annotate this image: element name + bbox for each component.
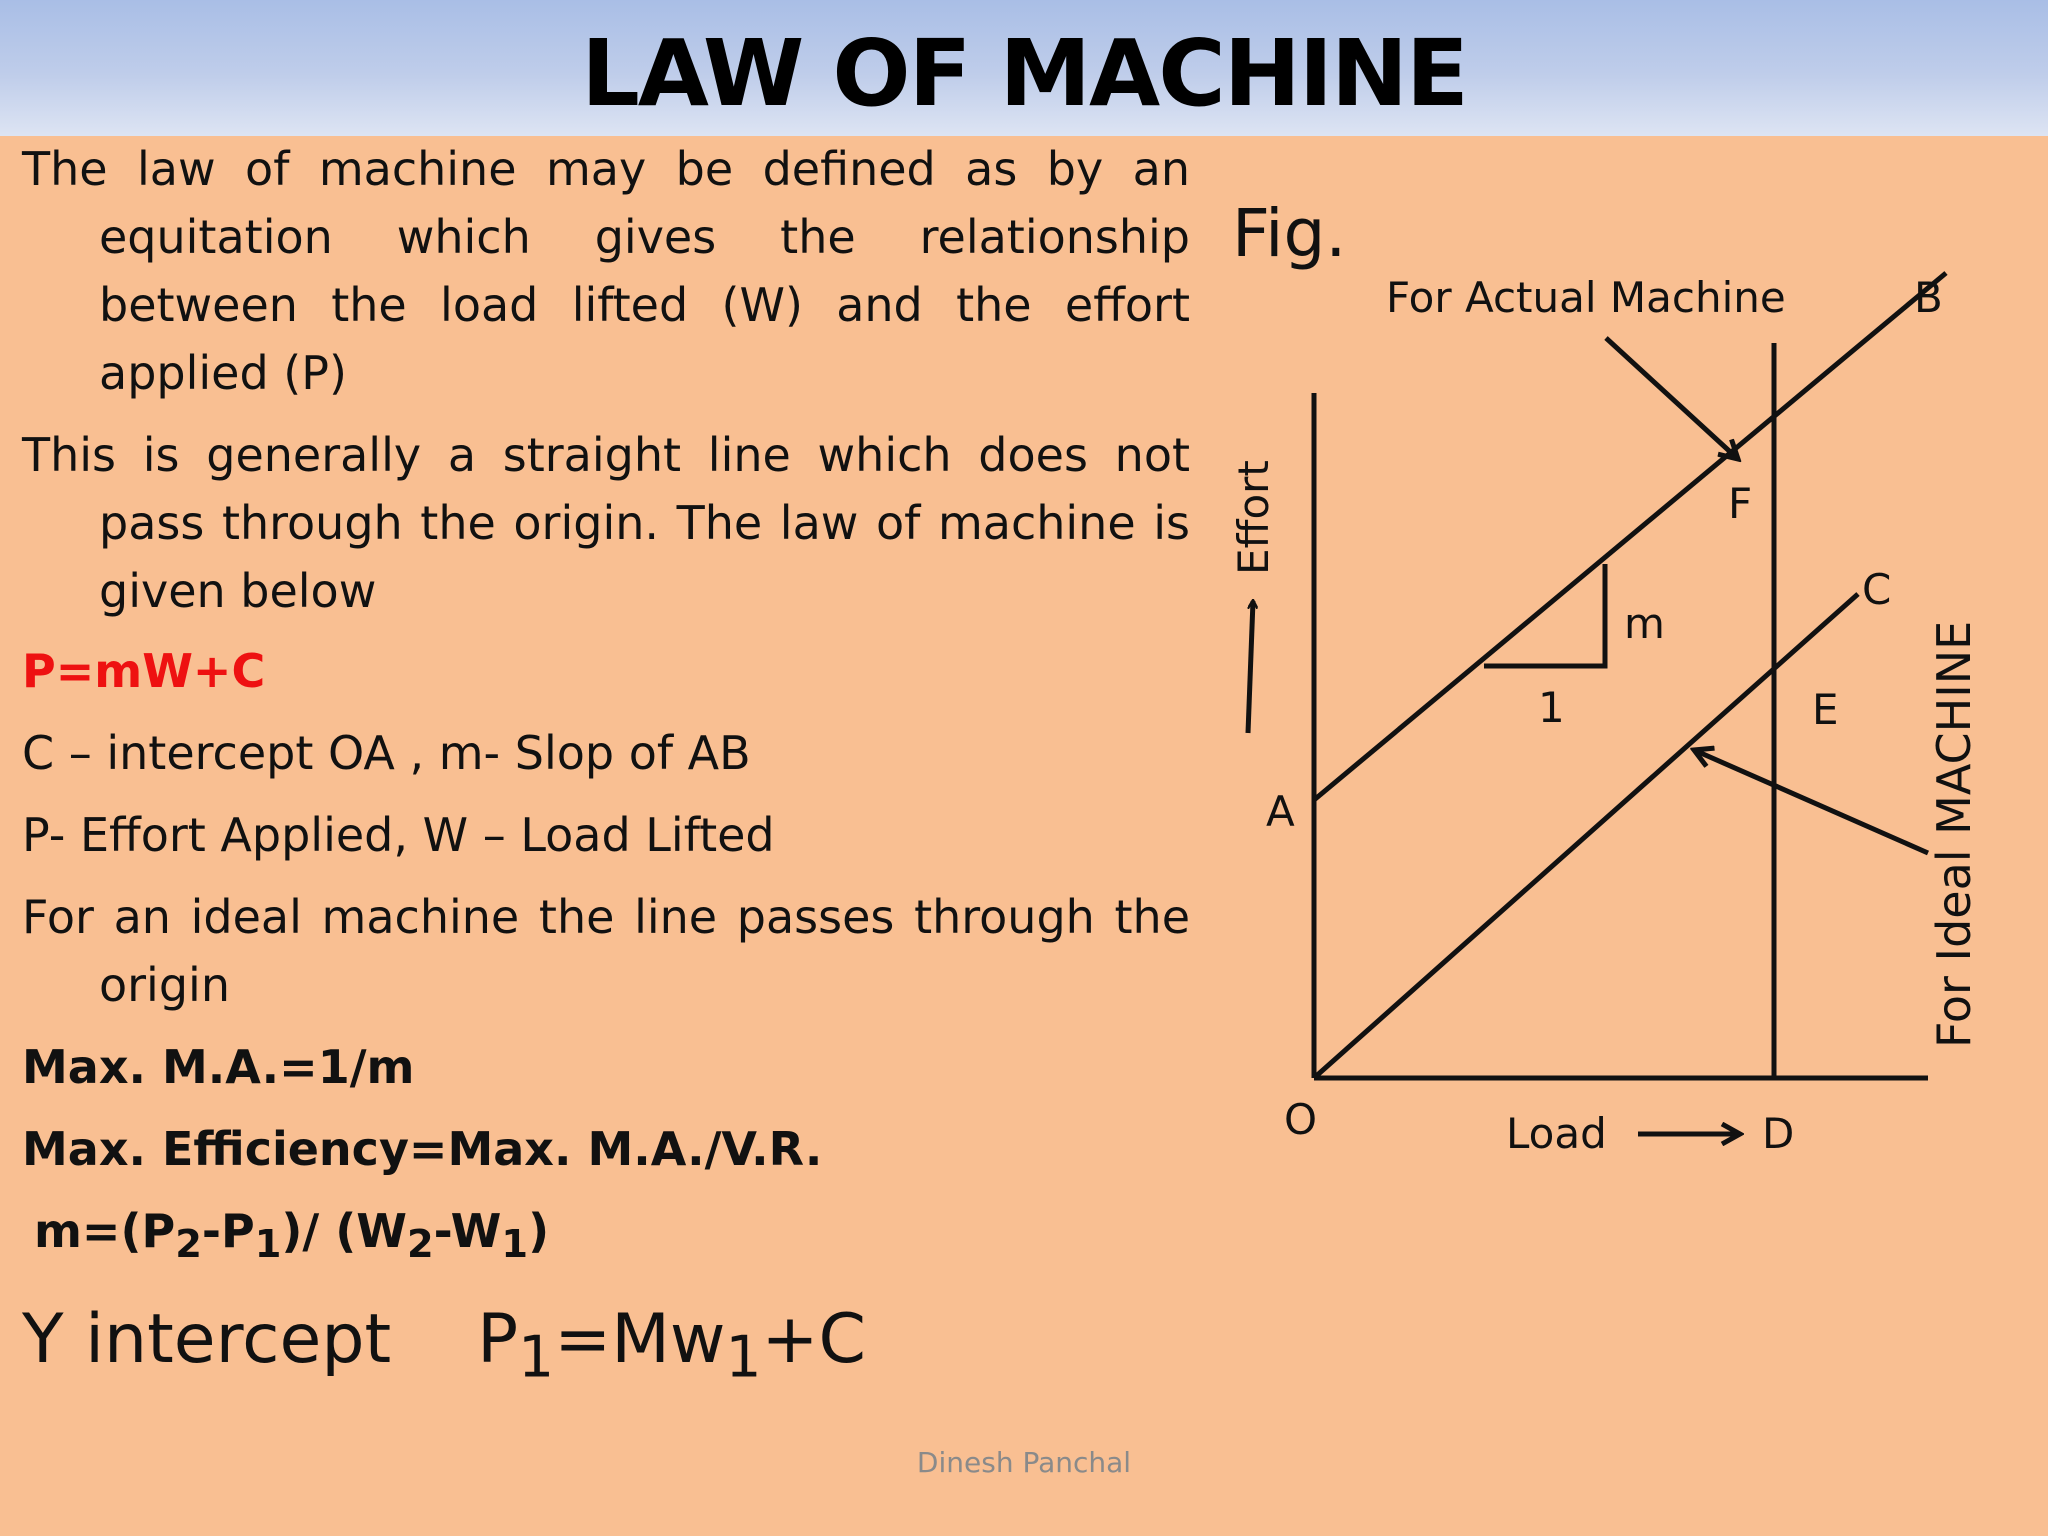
point-a-label: A [1266,787,1295,836]
straight-line-paragraph: This is generally a straight line which does not pass through the origin. The law of machine is given below [22,428,1190,618]
point-d-label: D [1762,1109,1795,1158]
point-o-label: O [1284,1095,1318,1144]
effort-load-definition: P- Effort Applied, W – Load Lifted [22,808,775,862]
slope-triangle [1484,564,1605,666]
slope-part: )/ (W [281,1204,407,1258]
slope-part: ) [528,1204,550,1258]
point-c-label: C [1862,565,1892,614]
ideal-machine-pointer-arrow [1694,750,1928,853]
slope-m-label: m [1624,599,1665,648]
slope-1-label: 1 [1538,683,1565,732]
point-f-label: F [1728,479,1753,528]
max-efficiency-formula: Max. Efficiency=Max. M.A./V.R. [22,1122,823,1176]
y-intercept-sub: 1 [518,1324,555,1391]
ideal-machine-note: For an ideal machine the line passes through the origin [22,890,1190,1012]
ideal-machine-label: For Ideal MACHINE [1927,620,1981,1048]
definition-paragraph: The law of machine may be defined as by an equitation which gives the relationship between the load lifted (W) and the effort applied (P) [22,142,1190,400]
slope-sub: 2 [175,1222,202,1268]
y-intercept-part: +C [761,1300,866,1380]
law-formula: P=mW+C [22,644,266,698]
slope-sub: 2 [406,1222,434,1268]
slide-title: LAW OF MACHINE [581,20,1467,127]
fig-label: Fig. [1232,195,1347,272]
load-axis-label: Load [1506,1109,1607,1158]
intercept-definition: C – intercept OA , m- Slop of AB [22,726,751,780]
slope-part: -P [201,1204,255,1258]
slope-part: -W [433,1204,502,1258]
max-ma-formula: Max. M.A.=1/m [22,1040,415,1094]
actual-machine-label: For Actual Machine [1386,273,1786,322]
y-intercept-part: =Mw [554,1300,726,1380]
y-intercept-label: Y intercept [22,1300,392,1380]
y-intercept-sub: 1 [725,1324,762,1391]
slope-sub: 1 [254,1222,282,1268]
y-intercept-part: P [477,1300,519,1380]
actual-machine-line-ab [1314,273,1946,800]
author-footer: Dinesh Panchal [916,1446,1132,1479]
slope-sub: 1 [501,1222,529,1268]
point-b-label: B [1914,273,1943,322]
effort-direction-arrow [1248,601,1253,733]
effort-axis-label: Effort [1229,460,1278,575]
actual-machine-pointer-arrow [1606,338,1738,459]
point-e-label: E [1812,685,1839,734]
slope-part: m=(P [34,1204,176,1258]
